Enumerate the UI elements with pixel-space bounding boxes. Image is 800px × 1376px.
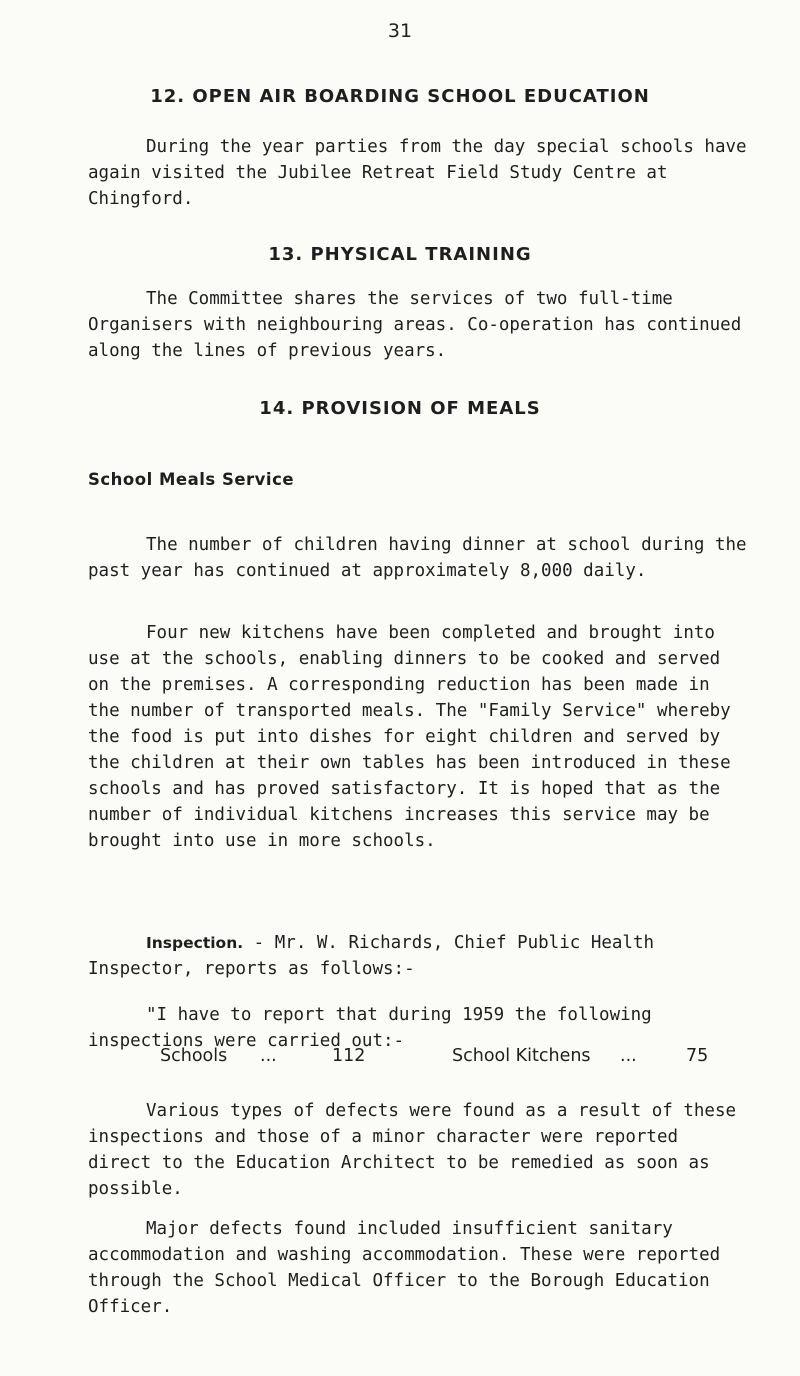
paragraph-dinner-numbers: The number of children having dinner at school during the past year has continued at approximately 8,000 daily. xyxy=(88,535,747,581)
kitchens-value: 75 xyxy=(686,1046,709,1066)
schools-dots: ... xyxy=(260,1046,277,1066)
schools-value: 112 xyxy=(332,1046,366,1066)
paragraph-physical-training: The Committee shares the services of two full-time Organisers with neighbouring areas. Co-operation has continued along the lines of previous years. xyxy=(88,289,742,361)
paragraph-inspection xyxy=(88,930,748,982)
paragraph-open-air: During the year parties from the day special schools have again visited the Jubilee Retreat Field Study Centre at Chingford. xyxy=(88,137,747,209)
paragraph-quote-intro: "I have to report that during 1959 the following inspections were carried out:- xyxy=(88,1005,652,1051)
inspection-text: - Mr. W. Richards, Chief Public Health Inspector, reports as follows:- xyxy=(88,933,655,979)
paragraph-new-kitchens: Four new kitchens have been completed and brought into use at the schools, enabling dinners to be cooked and served on the premises. A corresponding reduction has been made in the number of transported meals. The "Family Service" whereby the food is put into dishes for eight children and served by the children at their own tables has been introduced in these schools and has proved satisfactory. It is hoped that as the number of individual kitchens increases this service may be brought into use in more schools. xyxy=(88,623,731,851)
kitchens-label: School Kitchens xyxy=(452,1046,591,1066)
heading-open-air-boarding: 12. OPEN AIR BOARDING SCHOOL EDUCATION xyxy=(150,86,650,107)
page-number: 31 xyxy=(387,20,413,42)
heading-physical-training: 13. PHYSICAL TRAINING xyxy=(268,244,532,265)
schools-label: Schools xyxy=(160,1046,228,1066)
paragraph-major-defects: Major defects found included insufficient sanitary accommodation and washing accommodation. These were reported through the School Medical Officer to the Borough Education Officer. xyxy=(88,1219,721,1317)
heading-provision-of-meals: 14. PROVISION OF MEALS xyxy=(259,398,541,419)
kitchens-dots: ... xyxy=(620,1046,637,1066)
inspection-lead: Inspection. xyxy=(146,934,244,952)
paragraph-defects: Various types of defects were found as a result of these inspections and those of a minor character were reported direct to the Education Architect to be remedied as soon as possible. xyxy=(88,1101,737,1199)
subheading-school-meals: School Meals Service xyxy=(88,470,295,489)
